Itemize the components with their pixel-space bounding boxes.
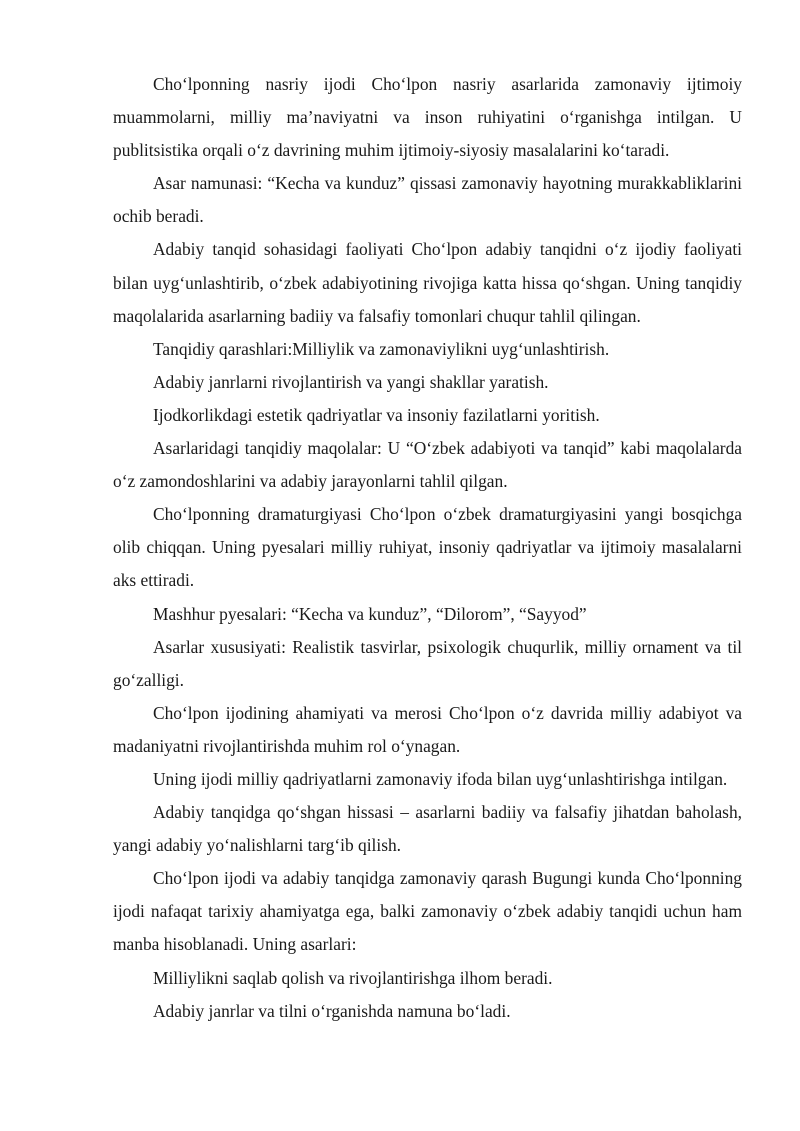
paragraph: Cho‘lpon ijodining ahamiyati va merosi Cho‘lpon o‘z davrida milliy adabiyot va madaniyatni rivojlantirishda muhim rol o‘ynagan.: [113, 702, 742, 756]
paragraph: Adabiy janrlarni rivojlantirish va yangi shakllar yaratish.: [153, 371, 549, 392]
paragraph: Adabiy tanqid sohasidagi faoliyati Cho‘lpon adabiy tanqidni o‘z ijodiy faoliyati bilan uyg‘unlashtirib, o‘zbek adabiyotining rivojiga katta hissa qo‘shgan. Uning tanqidiy maqolalarida asarlarning badiiy va falsafiy tomonlari chuqur tahlil qilingan.: [113, 239, 742, 326]
paragraph: Adabiy tanqidga qo‘shgan hissasi – asarlarni badiiy va falsafiy jihatdan baholash, yangi adabiy yo‘nalishlarni targ‘ib qilish.: [113, 802, 742, 856]
paragraph: Asarlaridagi tanqidiy maqolalar: U “O‘zbek adabiyoti va tanqid” kabi maqolalarda o‘z zamondoshlarini va adabiy jarayonlarni tahlil qilgan.: [113, 438, 742, 492]
paragraph: Mashhur pyesalari: “Kecha va kunduz”, “Dilorom”, “Sayyod”: [153, 603, 587, 624]
paragraph: Ijodkorlikdagi estetik qadriyatlar va insoniy fazilatlarni yoritish.: [153, 404, 600, 425]
paragraph: Tanqidiy qarashlari:Milliylik va zamonaviylikni uyg‘unlashtirish.: [153, 338, 610, 359]
paragraph: Asar namunasi: “Kecha va kunduz” qissasi zamonaviy hayotning murakkabliklarini ochib beradi.: [113, 173, 742, 227]
document-page: [113, 68, 742, 1028]
paragraph: Milliylikni saqlab qolish va rivojlantirishga ilhom beradi.: [153, 967, 553, 988]
paragraph: Cho‘lpon ijodi va adabiy tanqidga zamonaviy qarash Bugungi kunda Cho‘lponning ijodi nafaqat tarixiy ahamiyatga ega, balki zamonaviy o‘zbek adabiy tanqidi uchun ham manba hisoblanadi. Uning asarlari:: [113, 868, 742, 955]
paragraph: Cho‘lponning nasriy ijodi Cho‘lpon nasriy asarlarida zamonaviy ijtimoiy muammolarni, milliy ma’naviyatni va inson ruhiyatini o‘rganishga intilgan. U publitsistika orqali o‘z davrining muhim ijtimoiy-siyosiy masalalarini ko‘taradi.: [113, 74, 742, 161]
paragraph: Asarlar xususiyati: Realistik tasvirlar, psixologik chuqurlik, milliy ornament va til go‘zalligi.: [113, 636, 742, 690]
paragraph: Adabiy janrlar va tilni o‘rganishda namuna bo‘ladi.: [153, 1000, 511, 1021]
paragraph: Cho‘lponning dramaturgiyasi Cho‘lpon o‘zbek dramaturgiyasini yangi bosqichga olib chiqqan. Uning pyesalari milliy ruhiyat, insoniy qadriyatlar va ijtimoiy masalalarni aks ettiradi.: [113, 504, 742, 591]
paragraph: Uning ijodi milliy qadriyatlarni zamonaviy ifoda bilan uyg‘unlashtirishga intilgan.: [153, 768, 728, 789]
